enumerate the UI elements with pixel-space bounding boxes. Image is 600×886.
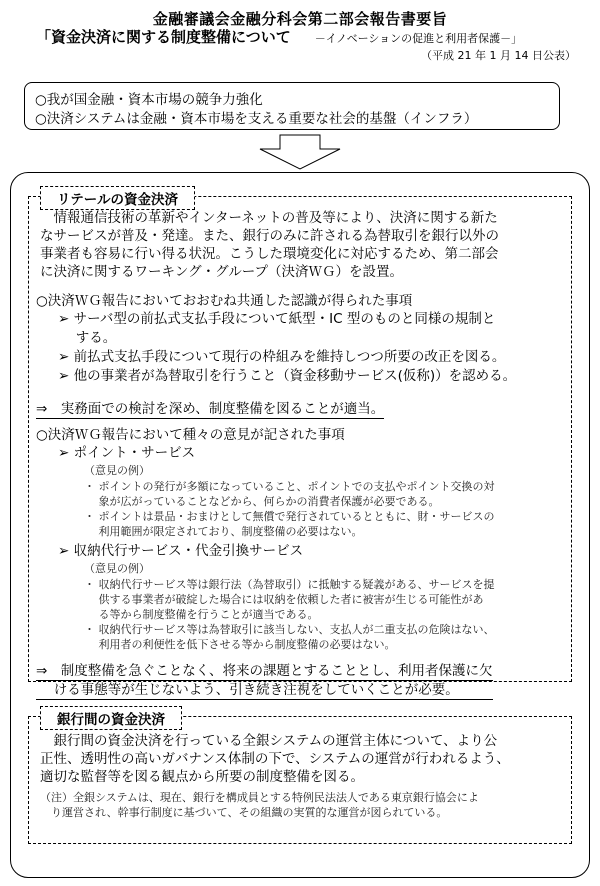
note-line: 象が広がっていることなどから、何らかの消費者保護が必要である。 xyxy=(84,495,440,508)
interbank-label: 銀行間の資金決済 xyxy=(40,706,182,730)
report-title-main: 「資金決済に関する制度整備について xyxy=(36,28,291,46)
text-line: 正性、透明性の高いガバナンス体制の下で、システムの運営が行われるよう、 xyxy=(40,751,510,767)
collection-heading: ➢ 収納代行サービス・代金引換サービス xyxy=(58,543,304,559)
note-line: ・ 収納代行サービス等は為替取引に該当しない、支払人が二重支払の危険はない、 xyxy=(84,623,495,636)
publish-date: （平成 21 年 1 月 14 日公表） xyxy=(421,49,576,62)
interbank-body xyxy=(40,732,510,786)
note-line: ・ ポイントは景品・おまけとして無償で発行されているとともに、財・サービスの xyxy=(84,510,495,523)
note-line: ・ 収納代行サービス等は銀行法（為替取引）に抵触する疑義がある、サービスを提 xyxy=(84,578,495,591)
opinion-example-label: （意見の例） xyxy=(84,562,150,575)
agreed-list xyxy=(58,310,516,386)
text-line: 適切な監督等を図る観点から所要の制度整備を図る。 xyxy=(40,769,364,785)
conclusion-1: ⇒ 実務面での検討を深め、制度整備を図ることが適当。 xyxy=(36,401,385,417)
text-line: 情報通信技術の革新やインターネットの普及等により、決済に関する新た xyxy=(40,210,498,226)
text-line: なサービスが普及・発達。また、銀行のみに許される為替取引を銀行以外の xyxy=(40,228,499,244)
note-line: （注）全銀システムは、現在、銀行を構成員とする特例民法法人である東京銀行協会によ xyxy=(40,791,479,804)
header-line1: 金融審議会金融分科会第二部会報告書要旨 xyxy=(152,10,448,28)
opinions-heading: ○決済ＷＧ報告において種々の意見が記された事項 xyxy=(36,427,345,443)
summary-item: ○決済システムは金融・資本市場を支える重要な社会的基盤（インフラ） xyxy=(35,111,478,127)
down-arrow-icon xyxy=(255,134,345,170)
text-line: に決済に関するワーキング・グループ（決済ＷＧ）を設置。 xyxy=(40,264,404,280)
list-item: ➢ 前払式支払手段について現行の枠組みを維持しつつ所要の改正を図る。 xyxy=(58,349,506,365)
interbank-note xyxy=(40,790,479,820)
list-item: ➢ サーバ型の前払式支払手段について紙型・IC 型のものと同様の規制と xyxy=(58,311,496,327)
text-line: ける事態等が生じないよう、引き続き注視をしていくことが必要。 xyxy=(36,681,493,700)
points-notes xyxy=(84,479,495,539)
list-item: する。 xyxy=(58,330,117,346)
note-line: ・ ポイントの発行が多額になっていること、ポイントでの支払やポイント交換の対 xyxy=(84,480,495,493)
conclusion-2 xyxy=(36,662,493,700)
report-subtitle: －イノベーションの促進と利用者保護－」 xyxy=(314,32,523,45)
retail-intro xyxy=(40,209,499,281)
opinion-example-label: （意見の例） xyxy=(84,464,150,477)
summary-item: ○我が国金融・資本市場の競争力強化 xyxy=(35,92,263,108)
text-line: 銀行間の資金決済を行っている全銀システムの運営主体について、より公 xyxy=(40,733,498,749)
collection-notes xyxy=(84,577,495,652)
list-item: ➢ 他の事業者が為替取引を行うこと（資金移動サービス(仮称)）を認める。 xyxy=(58,368,517,384)
note-line: 供する事業者が破綻した場合には収納を依頼した者に被害が生じる可能性があ xyxy=(84,593,484,606)
agreed-heading: ○決済ＷＧ報告においておおむね共通した認識が得られた事項 xyxy=(36,293,413,309)
note-line: り運営され、幹事行制度に基づいて、その組織の実質的な運営が図られている。 xyxy=(40,806,448,819)
note-line: る等から制度整備を行うことが適当である。 xyxy=(84,608,319,621)
note-line: 利用範囲が限定されており、制度整備の必要はない。 xyxy=(84,525,363,538)
points-heading: ➢ ポイント・サービス xyxy=(58,445,196,461)
note-line: 利用者の利便性を低下させる等から制度整備の必要はない。 xyxy=(84,638,396,651)
report-title xyxy=(36,26,522,47)
retail-label: リテールの資金決済 xyxy=(40,186,195,210)
summary-box xyxy=(24,82,560,130)
text-line: ⇒ 制度整備を急ぐことなく、将来の課題とすることとし、利用者保護に欠 xyxy=(36,663,493,679)
text-line: 事業者も容易に行い得る状況。こうした環境変化に対応するため、第二部会 xyxy=(40,246,499,262)
